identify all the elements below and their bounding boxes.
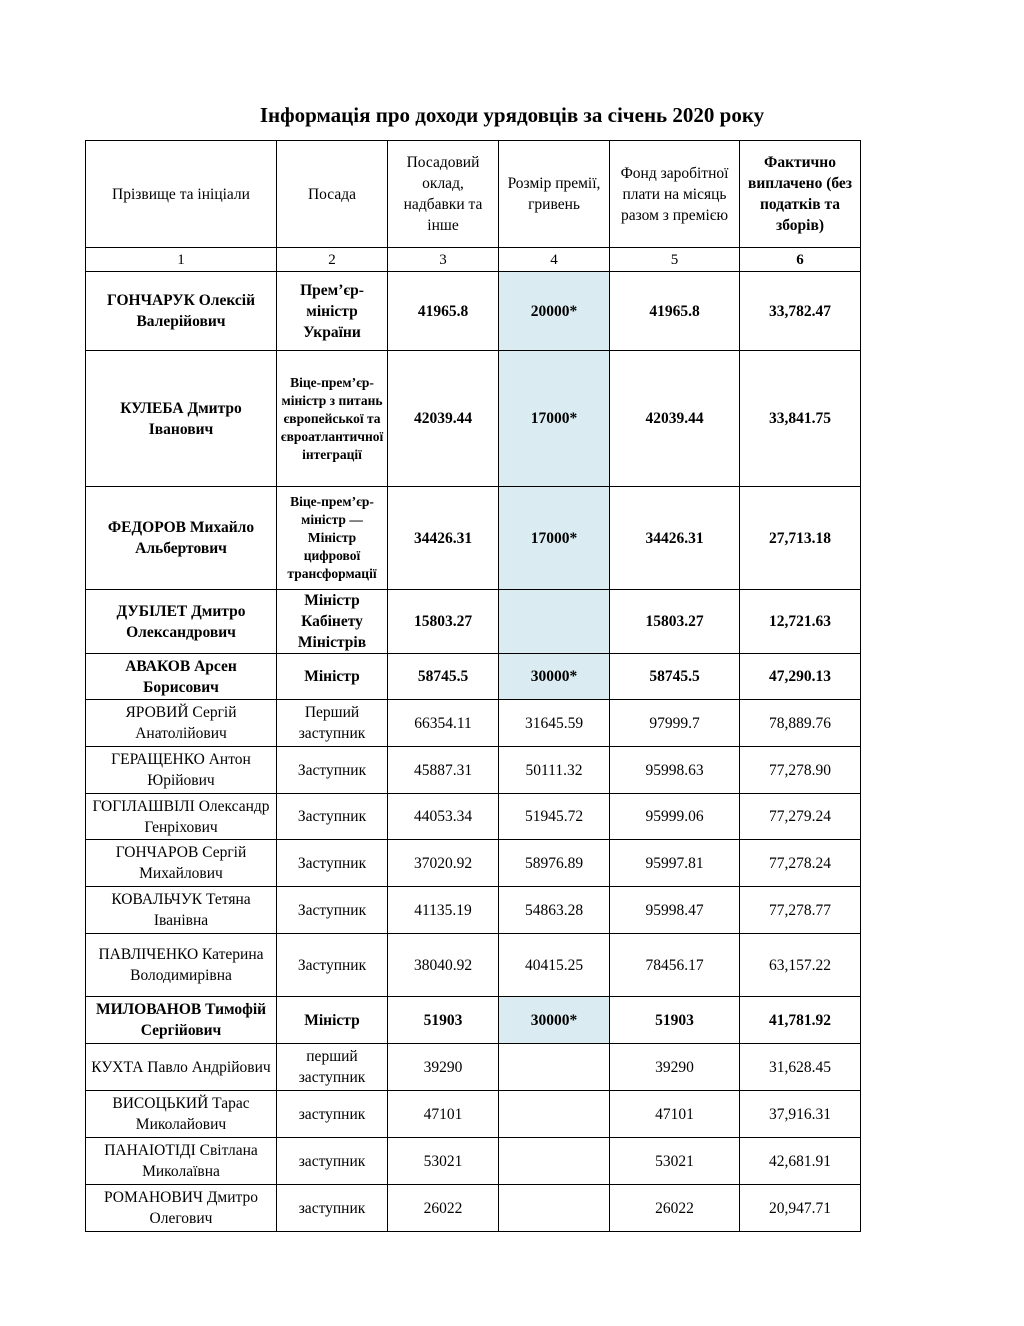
paid-cell: 47,290.13 xyxy=(740,654,861,700)
table-row xyxy=(86,1185,861,1232)
official-position: Міністр xyxy=(277,654,388,700)
fund-cell: 95998.63 xyxy=(610,747,740,794)
table-row xyxy=(86,887,861,934)
official-position: Заступник xyxy=(277,794,388,840)
official-position: Заступник xyxy=(277,840,388,887)
official-position: Міністр xyxy=(277,997,388,1044)
page-title: Інформація про доходи урядовців за січень 2020 року xyxy=(259,103,765,127)
column-number: 5 xyxy=(610,248,740,272)
header-bonus: Розмір премії, гривень xyxy=(499,141,610,248)
salary-cell: 26022 xyxy=(388,1185,499,1232)
table-row xyxy=(86,794,861,840)
paid-cell: 63,157.22 xyxy=(740,934,861,997)
header-position: Посада xyxy=(277,141,388,248)
bonus-cell: 51945.72 xyxy=(499,794,610,840)
table-row xyxy=(86,747,861,794)
salary-cell: 38040.92 xyxy=(388,934,499,997)
official-name: КОВАЛЬЧУК Тетяна Іванівна xyxy=(86,887,277,934)
bonus-cell: 31645.59 xyxy=(499,700,610,747)
paid-cell: 77,278.77 xyxy=(740,887,861,934)
salary-cell: 66354.11 xyxy=(388,700,499,747)
paid-cell: 31,628.45 xyxy=(740,1044,861,1091)
official-position: Віце-прем’єр-міністр — Міністр цифрової трансформації xyxy=(277,487,388,590)
paid-cell: 37,916.31 xyxy=(740,1091,861,1138)
column-number: 1 xyxy=(86,248,277,272)
fund-cell: 95998.47 xyxy=(610,887,740,934)
salary-cell: 51903 xyxy=(388,997,499,1044)
table-row xyxy=(86,1091,861,1138)
official-name: ДУБІЛЕТ Дмитро Олександрович xyxy=(86,590,277,654)
paid-cell: 33,841.75 xyxy=(740,351,861,487)
official-name: ПАНАІОТІДІ Світлана Миколаївна xyxy=(86,1138,277,1185)
paid-cell: 78,889.76 xyxy=(740,700,861,747)
official-position: Віце-прем’єр-міністр з питань європейської та євроатлантичної інтеграції xyxy=(277,351,388,487)
official-name: ЯРОВИЙ Сергій Анатолійович xyxy=(86,700,277,747)
official-name: ПАВЛІЧЕНКО Катерина Володимирівна xyxy=(86,934,277,997)
bonus-cell xyxy=(499,1044,610,1091)
column-number-row xyxy=(86,248,861,272)
official-name: ГЕРАЩЕНКО Антон Юрійович xyxy=(86,747,277,794)
salary-cell: 41965.8 xyxy=(388,272,499,351)
official-name: ФЕДОРОВ Михайло Альбертович xyxy=(86,487,277,590)
salary-cell: 53021 xyxy=(388,1138,499,1185)
table-row xyxy=(86,272,861,351)
column-number: 4 xyxy=(499,248,610,272)
official-position: заступник xyxy=(277,1091,388,1138)
paid-cell: 41,781.92 xyxy=(740,997,861,1044)
official-position: Прем’єр-міністр України xyxy=(277,272,388,351)
fund-cell: 78456.17 xyxy=(610,934,740,997)
paid-cell: 42,681.91 xyxy=(740,1138,861,1185)
table-row xyxy=(86,654,861,700)
bonus-cell: 17000* xyxy=(499,487,610,590)
salary-cell: 42039.44 xyxy=(388,351,499,487)
bonus-cell: 40415.25 xyxy=(499,934,610,997)
official-name: ГОГІЛАШВІЛІ Олександр Генріхович xyxy=(86,794,277,840)
bonus-cell xyxy=(499,1138,610,1185)
column-number: 2 xyxy=(277,248,388,272)
income-table xyxy=(85,140,861,1232)
table-row xyxy=(86,590,861,654)
table-row xyxy=(86,1044,861,1091)
fund-cell: 95997.81 xyxy=(610,840,740,887)
bonus-cell xyxy=(499,590,610,654)
column-number: 6 xyxy=(740,248,861,272)
table-row xyxy=(86,1138,861,1185)
fund-cell: 53021 xyxy=(610,1138,740,1185)
header-salary: Посадовий оклад, надбавки та інше xyxy=(388,141,499,248)
bonus-cell: 50111.32 xyxy=(499,747,610,794)
bonus-cell xyxy=(499,1185,610,1232)
paid-cell: 77,279.24 xyxy=(740,794,861,840)
official-position: перший заступник xyxy=(277,1044,388,1091)
fund-cell: 97999.7 xyxy=(610,700,740,747)
fund-cell: 34426.31 xyxy=(610,487,740,590)
official-position: Заступник xyxy=(277,747,388,794)
salary-cell: 15803.27 xyxy=(388,590,499,654)
salary-cell: 39290 xyxy=(388,1044,499,1091)
official-name: РОМАНОВИЧ Дмитро Олегович xyxy=(86,1185,277,1232)
salary-cell: 58745.5 xyxy=(388,654,499,700)
fund-cell: 51903 xyxy=(610,997,740,1044)
official-name: КУХТА Павло Андрійович xyxy=(86,1044,277,1091)
column-number: 3 xyxy=(388,248,499,272)
official-position: заступник xyxy=(277,1185,388,1232)
table-row xyxy=(86,840,861,887)
salary-cell: 45887.31 xyxy=(388,747,499,794)
paid-cell: 33,782.47 xyxy=(740,272,861,351)
paid-cell: 77,278.90 xyxy=(740,747,861,794)
official-name: ВИСОЦЬКИЙ Тарас Миколайович xyxy=(86,1091,277,1138)
official-position: заступник xyxy=(277,1138,388,1185)
header-row xyxy=(86,141,861,248)
paid-cell: 77,278.24 xyxy=(740,840,861,887)
fund-cell: 95999.06 xyxy=(610,794,740,840)
fund-cell: 47101 xyxy=(610,1091,740,1138)
bonus-cell: 30000* xyxy=(499,997,610,1044)
fund-cell: 15803.27 xyxy=(610,590,740,654)
official-name: КУЛЕБА Дмитро Іванович xyxy=(86,351,277,487)
table-row xyxy=(86,700,861,747)
official-name: ГОНЧАРОВ Сергій Михайлович xyxy=(86,840,277,887)
header-name: Прізвище та ініціали xyxy=(86,141,277,248)
official-position: Міністр Кабінету Міністрів xyxy=(277,590,388,654)
table-row xyxy=(86,997,861,1044)
salary-cell: 41135.19 xyxy=(388,887,499,934)
bonus-cell xyxy=(499,1091,610,1138)
salary-cell: 37020.92 xyxy=(388,840,499,887)
fund-cell: 42039.44 xyxy=(610,351,740,487)
bonus-cell: 20000* xyxy=(499,272,610,351)
bonus-cell: 30000* xyxy=(499,654,610,700)
fund-cell: 39290 xyxy=(610,1044,740,1091)
paid-cell: 12,721.63 xyxy=(740,590,861,654)
official-position: Заступник xyxy=(277,934,388,997)
official-name: АВАКОВ Арсен Борисович xyxy=(86,654,277,700)
table-row xyxy=(86,487,861,590)
bonus-cell: 58976.89 xyxy=(499,840,610,887)
bonus-cell: 17000* xyxy=(499,351,610,487)
official-position: Перший заступник xyxy=(277,700,388,747)
official-name: МИЛОВАНОВ Тимофій Сергійович xyxy=(86,997,277,1044)
salary-cell: 47101 xyxy=(388,1091,499,1138)
table-row xyxy=(86,351,861,487)
salary-cell: 44053.34 xyxy=(388,794,499,840)
fund-cell: 26022 xyxy=(610,1185,740,1232)
bonus-cell: 54863.28 xyxy=(499,887,610,934)
table-row xyxy=(86,934,861,997)
fund-cell: 58745.5 xyxy=(610,654,740,700)
paid-cell: 27,713.18 xyxy=(740,487,861,590)
header-fund: Фонд заробітної плати на місяць разом з премією xyxy=(610,141,740,248)
fund-cell: 41965.8 xyxy=(610,272,740,351)
official-position: Заступник xyxy=(277,887,388,934)
salary-cell: 34426.31 xyxy=(388,487,499,590)
header-paid: Фактично виплачено (без податків та зборів) xyxy=(740,141,861,248)
paid-cell: 20,947.71 xyxy=(740,1185,861,1232)
official-name: ГОНЧАРУК Олексій Валерійович xyxy=(86,272,277,351)
